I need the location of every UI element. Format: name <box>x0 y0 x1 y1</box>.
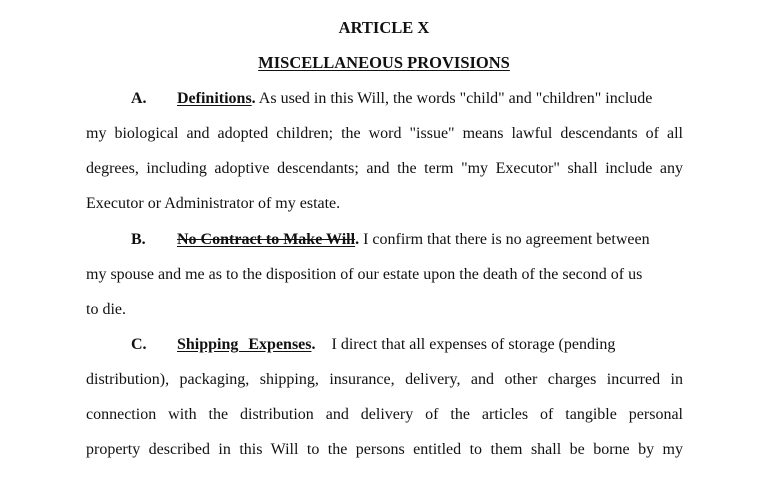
section-b-caption-punct: . <box>355 231 360 248</box>
article-subtitle: MISCELLANEOUS PROVISIONS <box>258 53 510 72</box>
section-c-letter: C. <box>131 336 147 353</box>
section-a-line-4: Executor or Administrator of my estate. <box>86 195 341 212</box>
section-b-text-1: I confirm that there is no agreement between <box>359 231 650 248</box>
section-b-line-3: to die. <box>86 301 126 318</box>
section-c-caption-punct: . <box>311 336 316 353</box>
section-a-letter: A. <box>131 90 147 107</box>
section-a-line-3: degrees, including adoptive descendants; and the term "my Executor" shall include any <box>86 160 683 177</box>
section-c-text-1: I direct that all expenses of storage (pending <box>331 336 616 353</box>
section-a-caption-punct: . <box>251 90 256 107</box>
section-a-caption: Definitions <box>177 90 252 107</box>
section-c-line-4: property described in this Will to the persons entitled to them shall be borne by my <box>86 441 683 458</box>
section-b-line-1 <box>131 230 683 250</box>
section-c-line-2: distribution), packaging, shipping, insurance, delivery, and other charges incurred in <box>86 371 683 388</box>
section-b-line-2: my spouse and me as to the disposition of our estate upon the death of the second of us <box>86 266 643 283</box>
section-c-caption: Shipping Expenses <box>177 336 312 353</box>
article-title: ARTICLE X <box>338 18 430 37</box>
section-a-line-1 <box>131 89 683 109</box>
section-b-caption: No Contract to Make Will <box>177 231 356 248</box>
section-c-line-1 <box>131 335 683 355</box>
section-a-text-1: As used in this Will, the words "child" and "children" include <box>255 90 653 107</box>
section-b-letter: B. <box>131 231 146 248</box>
section-a-line-2: my biological and adopted children; the word "issue" means lawful descendants of all <box>86 125 683 142</box>
section-c-line-3: connection with the distribution and delivery of the articles of tangible personal <box>86 406 683 423</box>
